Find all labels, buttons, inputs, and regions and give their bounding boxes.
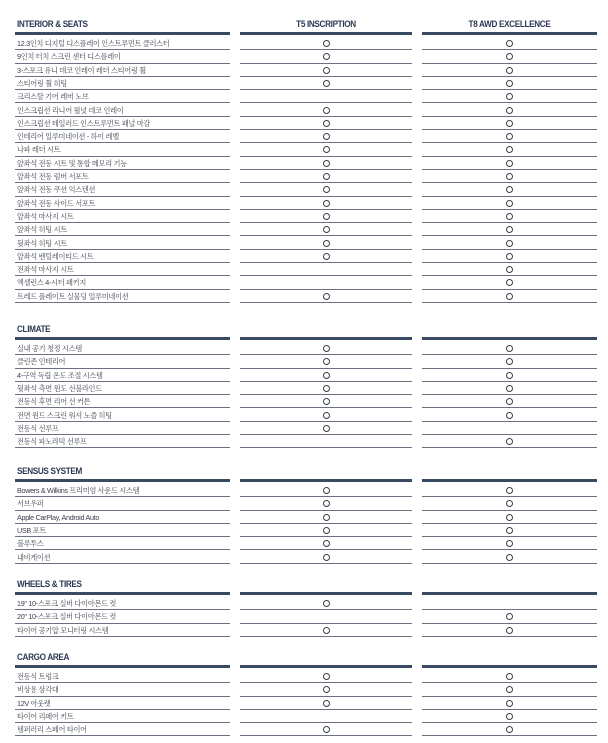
availability-mark-t5 <box>323 253 330 260</box>
availability-mark-t5 <box>323 80 330 87</box>
row-divider <box>240 302 412 303</box>
section-rule <box>240 32 412 35</box>
availability-mark-t8 <box>506 200 513 207</box>
availability-mark-t5 <box>323 554 330 561</box>
section-rule <box>240 337 412 340</box>
availability-mark-t5 <box>323 40 330 47</box>
availability-mark-t8 <box>506 80 513 87</box>
feature-label: 앞좌석 전동 쿠션 익스텐션 <box>17 185 96 195</box>
section-rule <box>15 592 230 595</box>
availability-mark-t5 <box>323 600 330 607</box>
availability-mark-t5 <box>323 627 330 634</box>
section-rule <box>240 592 412 595</box>
row-divider <box>240 735 412 736</box>
row-divider <box>15 563 230 564</box>
feature-row <box>0 37 608 50</box>
feature-row <box>0 170 608 183</box>
section-header <box>0 643 608 665</box>
feature-row <box>0 382 608 395</box>
availability-mark-t5 <box>323 412 330 419</box>
section-rule <box>15 337 230 340</box>
feature-label: 전동식 선루프 <box>17 423 59 433</box>
section-title: INTERIOR & SEATS <box>17 19 88 30</box>
availability-mark-t5 <box>323 146 330 153</box>
availability-mark-t8 <box>506 279 513 286</box>
availability-mark-t5 <box>323 186 330 193</box>
availability-mark-t8 <box>506 40 513 47</box>
availability-mark-t8 <box>506 412 513 419</box>
section-rule <box>15 665 230 668</box>
feature-label: 스티어링 휠 히팅 <box>17 78 67 88</box>
availability-mark-t8 <box>506 487 513 494</box>
section-rule <box>422 665 597 668</box>
feature-label: 인스크립션 테일러드 인스트루먼트 패널 마감 <box>17 118 151 128</box>
feature-label: 앞좌석 전동 시트 및 통합 메모리 기능 <box>17 158 127 168</box>
feature-row <box>0 117 608 130</box>
availability-mark-t8 <box>506 253 513 260</box>
feature-label: 인스크립션 리니어 월넛 데코 인레이 <box>17 105 124 115</box>
feature-row <box>0 77 608 90</box>
feature-label: 나파 레더 시트 <box>17 145 61 155</box>
feature-label: Bowers & Wilkins 프리미엄 사운드 시스템 <box>17 486 140 495</box>
row-divider <box>15 735 230 736</box>
feature-label: 크리스탈 기어 레버 노브 <box>17 92 89 102</box>
feature-row <box>0 210 608 223</box>
feature-label: 타이어 공기압 모니터링 시스템 <box>17 625 109 635</box>
feature-row <box>0 551 608 564</box>
availability-mark-t5 <box>323 500 330 507</box>
feature-label: 20" 10-스포크 실버 다이아몬드 컷 <box>17 612 116 622</box>
availability-mark-t5 <box>323 120 330 127</box>
availability-mark-t5 <box>323 527 330 534</box>
feature-label: 3-스포크 유니 데코 인레이 레더 스티어링 휠 <box>17 65 146 75</box>
feature-label: 4-구역 독립 온도 조절 시스템 <box>17 370 103 380</box>
availability-mark-t5 <box>323 107 330 114</box>
availability-mark-t8 <box>506 514 513 521</box>
feature-row <box>0 697 608 710</box>
row-divider <box>422 302 597 303</box>
section-rule <box>422 32 597 35</box>
row-divider <box>422 563 597 564</box>
section-rule <box>240 479 412 482</box>
availability-mark-t8 <box>506 358 513 365</box>
section-title: SENSUS SYSTEM <box>17 466 82 477</box>
feature-row <box>0 290 608 303</box>
feature-row <box>0 237 608 250</box>
availability-mark-t5 <box>323 726 330 733</box>
availability-mark-t8 <box>506 93 513 100</box>
availability-mark-t8 <box>506 627 513 634</box>
availability-mark-t8 <box>506 438 513 445</box>
feature-row <box>0 511 608 524</box>
availability-mark-t5 <box>323 240 330 247</box>
availability-mark-t8 <box>506 540 513 547</box>
availability-mark-t8 <box>506 293 513 300</box>
feature-row <box>0 624 608 637</box>
availability-mark-t5 <box>323 200 330 207</box>
feature-row <box>0 276 608 289</box>
feature-label: 블루투스 <box>17 539 44 549</box>
feature-label: 앞좌석 히팅 시트 <box>17 225 67 235</box>
section-header <box>0 457 608 479</box>
availability-mark-t8 <box>506 53 513 60</box>
row-divider <box>15 447 230 448</box>
section-rule <box>422 479 597 482</box>
feature-row <box>0 50 608 63</box>
section-header <box>0 10 608 32</box>
availability-mark-t8 <box>506 213 513 220</box>
availability-mark-t8 <box>506 554 513 561</box>
section-header <box>0 570 608 592</box>
row-divider <box>240 636 412 637</box>
feature-label: Apple CarPlay, Android Auto <box>17 512 100 522</box>
row-divider <box>240 447 412 448</box>
section-rule <box>422 592 597 595</box>
availability-mark-t5 <box>323 53 330 60</box>
availability-mark-t8 <box>506 67 513 74</box>
feature-row <box>0 64 608 77</box>
availability-mark-t5 <box>323 358 330 365</box>
feature-row <box>0 223 608 236</box>
availability-mark-t8 <box>506 398 513 405</box>
availability-mark-t8 <box>506 240 513 247</box>
feature-label: 12V 아웃렛 <box>17 698 51 708</box>
feature-row <box>0 484 608 497</box>
feature-label: 트레드 플레이트 실물딩 일루미네이션 <box>17 291 129 301</box>
feature-label: 전좌석 마사지 시트 <box>17 265 74 275</box>
availability-mark-t5 <box>323 540 330 547</box>
section-header <box>0 315 608 337</box>
row-divider <box>15 636 230 637</box>
feature-row <box>0 369 608 382</box>
feature-row <box>0 263 608 276</box>
feature-row <box>0 355 608 368</box>
availability-mark-t8 <box>506 713 513 720</box>
feature-label: 전동식 후면 리어 선 커튼 <box>17 397 91 407</box>
availability-mark-t5 <box>323 173 330 180</box>
feature-row <box>0 342 608 355</box>
availability-mark-t5 <box>323 213 330 220</box>
feature-label: 인테리어 일루미네이션 - 하이 레벨 <box>17 132 119 142</box>
availability-mark-t8 <box>506 266 513 273</box>
feature-row <box>0 157 608 170</box>
feature-label: 서브우퍼 <box>17 499 44 509</box>
feature-label: 9인치 터치 스크린 센터 디스플레이 <box>17 52 121 62</box>
feature-row <box>0 597 608 610</box>
availability-mark-t5 <box>323 372 330 379</box>
feature-label: 전동식 파노라믹 선루프 <box>17 437 87 447</box>
feature-row <box>0 710 608 723</box>
section-title: CLIMATE <box>17 324 51 335</box>
availability-mark-t5 <box>323 345 330 352</box>
feature-row <box>0 143 608 156</box>
row-divider <box>422 636 597 637</box>
feature-label: 앞좌석 마사지 시트 <box>17 211 74 221</box>
availability-mark-t5 <box>323 385 330 392</box>
availability-mark-t5 <box>323 398 330 405</box>
section-rule <box>15 32 230 35</box>
feature-label: 비상용 삼각대 <box>17 685 59 695</box>
feature-row <box>0 435 608 448</box>
feature-label: 12.3인치 디지털 디스플레이 인스트루먼트 클러스터 <box>17 39 170 48</box>
feature-row <box>0 104 608 117</box>
feature-row <box>0 670 608 683</box>
availability-mark-t5 <box>323 160 330 167</box>
feature-label: 뒷좌석 측면 윈도 선블라인드 <box>17 383 102 393</box>
availability-mark-t8 <box>506 133 513 140</box>
availability-mark-t8 <box>506 527 513 534</box>
availability-mark-t8 <box>506 726 513 733</box>
availability-mark-t8 <box>506 107 513 114</box>
feature-label: 타이어 리페어 키트 <box>17 711 74 721</box>
availability-mark-t5 <box>323 226 330 233</box>
availability-mark-t8 <box>506 146 513 153</box>
availability-mark-t8 <box>506 120 513 127</box>
feature-row <box>0 497 608 510</box>
availability-mark-t5 <box>323 133 330 140</box>
availability-mark-t5 <box>323 425 330 432</box>
column-header-t5: T5 INSCRIPTION <box>296 19 356 30</box>
feature-row <box>0 197 608 210</box>
feature-label: 내비게이션 <box>17 552 51 562</box>
column-header-t8: T8 AWD EXCELLENCE <box>468 19 551 30</box>
availability-mark-t8 <box>506 372 513 379</box>
section-rule <box>15 479 230 482</box>
feature-label: 19" 10-스포크 실버 다이아몬드 컷 <box>17 599 116 608</box>
feature-label: 전면 윈드 스크린 워셔 노즐 히팅 <box>17 410 112 420</box>
section-title: WHEELS & TIRES <box>17 579 82 590</box>
availability-mark-t8 <box>506 500 513 507</box>
feature-row <box>0 395 608 408</box>
feature-label: 앞좌석 전동 사이드 서포트 <box>17 198 96 208</box>
availability-mark-t5 <box>323 686 330 693</box>
feature-row <box>0 250 608 263</box>
feature-row <box>0 683 608 696</box>
availability-mark-t8 <box>506 686 513 693</box>
feature-label: 템퍼러리 스페어 타이어 <box>17 725 87 735</box>
feature-label: 클린존 인테리어 <box>17 357 66 367</box>
feature-row <box>0 723 608 736</box>
row-divider <box>422 447 597 448</box>
feature-row <box>0 537 608 550</box>
feature-label: USB 포트 <box>17 525 46 535</box>
feature-label: 실내 공기 청정 시스템 <box>17 344 82 353</box>
feature-label: 앞좌석 전동 럼버 서포트 <box>17 172 89 181</box>
feature-label: 엑셀런스 4-시터 패키지 <box>17 278 86 288</box>
feature-row <box>0 183 608 196</box>
row-divider <box>240 563 412 564</box>
availability-mark-t8 <box>506 700 513 707</box>
feature-row <box>0 409 608 422</box>
section-rule <box>240 665 412 668</box>
availability-mark-t5 <box>323 700 330 707</box>
availability-mark-t8 <box>506 613 513 620</box>
availability-mark-t8 <box>506 226 513 233</box>
availability-mark-t5 <box>323 673 330 680</box>
feature-row <box>0 90 608 103</box>
availability-mark-t8 <box>506 173 513 180</box>
row-divider <box>422 735 597 736</box>
feature-row <box>0 422 608 435</box>
feature-label: 앞좌석 벤틸레이티드 시트 <box>17 251 94 261</box>
availability-mark-t5 <box>323 487 330 494</box>
feature-row <box>0 524 608 537</box>
availability-mark-t5 <box>323 67 330 74</box>
availability-mark-t8 <box>506 160 513 167</box>
availability-mark-t5 <box>323 514 330 521</box>
feature-row <box>0 130 608 143</box>
availability-mark-t8 <box>506 345 513 352</box>
row-divider <box>15 302 230 303</box>
availability-mark-t8 <box>506 385 513 392</box>
feature-row <box>0 610 608 623</box>
section-rule <box>422 337 597 340</box>
availability-mark-t8 <box>506 673 513 680</box>
availability-mark-t5 <box>323 293 330 300</box>
availability-mark-t8 <box>506 186 513 193</box>
feature-label: 전동식 트렁크 <box>17 672 59 681</box>
feature-label: 뒷좌석 히팅 시트 <box>17 238 67 248</box>
section-title: CARGO AREA <box>17 652 70 663</box>
